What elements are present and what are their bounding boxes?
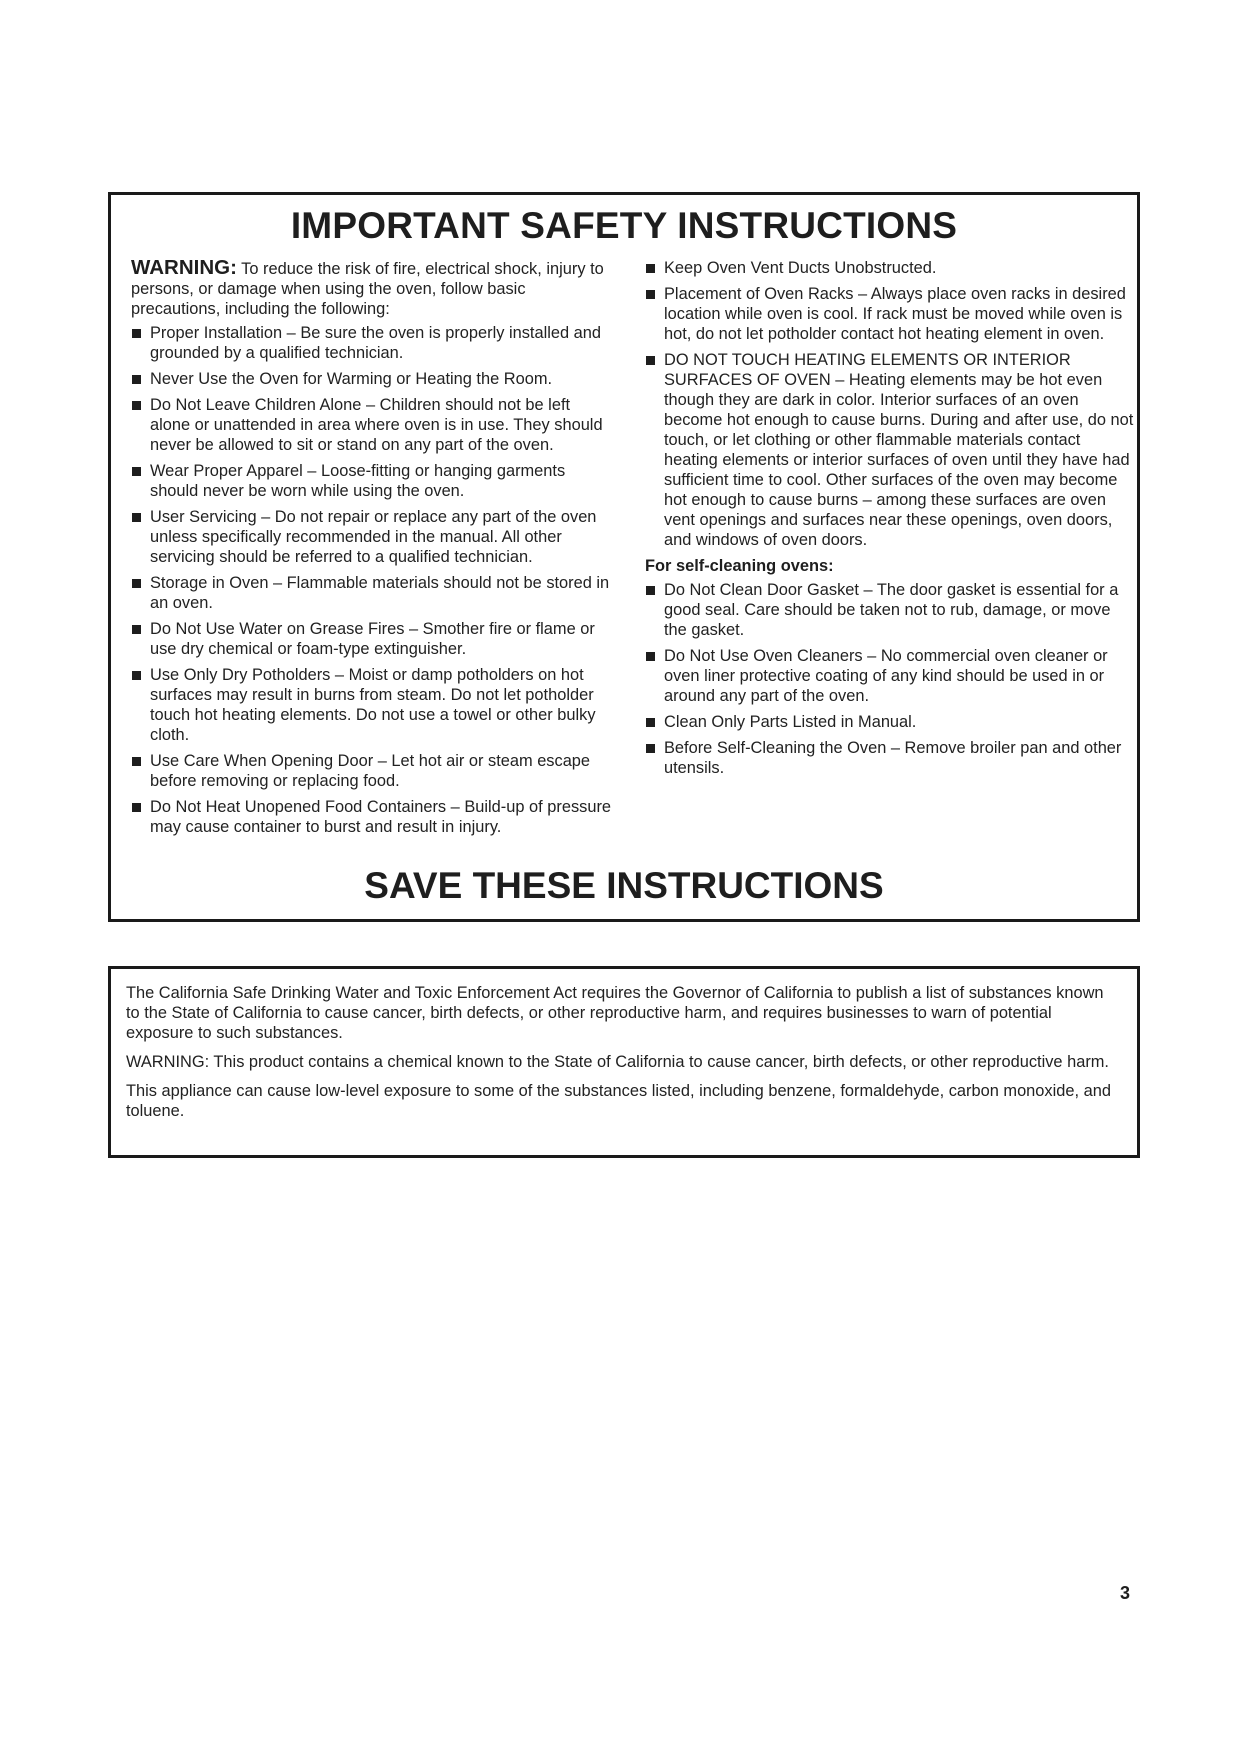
- bullet-square-icon: [132, 625, 141, 634]
- bullet-square-icon: [132, 757, 141, 766]
- right-column: [645, 258, 1135, 784]
- prop65-notice-box: [108, 966, 1140, 1158]
- list-item: DO NOT TOUCH HEATING ELEMENTS OR INTERIOR SURFACES OF OVEN – Heating elements may be hot even though they are dark in color. Interior surfaces of an oven become hot enough to cause burns. During and after use, do not touch, or let clothing or other flammable materials contact heating elements or interior surfaces of oven until they have had sufficient time to cool. Other surfaces of the oven may become hot enough to cause burns – among these surfaces are oven vent openings and surfaces near these openings, oven doors, and windows of oven doors.: [645, 350, 1135, 550]
- prop65-paragraph-3: This appliance can cause low-level exposure to some of the substances listed, including benzene, formaldehyde, carbon monoxide, and toluene.: [126, 1082, 1111, 1120]
- self-cleaning-bullet-list: [645, 580, 1135, 778]
- bullet-square-icon: [646, 586, 655, 595]
- bullet-square-icon: [132, 375, 141, 384]
- bullet-square-icon: [646, 718, 655, 727]
- bullet-square-icon: [646, 744, 655, 753]
- save-instructions-title: SAVE THESE INSTRUCTIONS: [364, 865, 884, 906]
- page-number: 3: [1120, 1583, 1131, 1603]
- safety-instructions-box: [108, 192, 1140, 922]
- bullet-square-icon: [646, 356, 655, 365]
- prop65-text: [126, 983, 1117, 1130]
- list-item: Use Only Dry Potholders – Moist or damp potholders on hot surfaces may result in burns from steam. Do not let potholder touch hot heating elements. Do not use a towel or other bulky cloth.: [131, 665, 614, 745]
- list-item: Clean Only Parts Listed in Manual.: [645, 712, 1135, 732]
- list-item: Storage in Oven – Flammable materials should not be stored in an oven.: [131, 573, 614, 613]
- bullet-square-icon: [646, 290, 655, 299]
- right-bullet-list: [645, 258, 1135, 550]
- bullet-square-icon: [132, 401, 141, 410]
- bullet-square-icon: [132, 803, 141, 812]
- list-item: Wear Proper Apparel – Loose-fitting or hanging garments should never be worn while using the oven.: [131, 461, 614, 501]
- left-column: [131, 258, 614, 843]
- list-item: User Servicing – Do not repair or replace any part of the oven unless specifically recommended in the manual. All other servicing should be referred to a qualified technician.: [131, 507, 614, 567]
- bullet-square-icon: [132, 671, 141, 680]
- list-item: Do Not Clean Door Gasket – The door gasket is essential for a good seal. Care should be taken not to rub, damage, or move the gasket.: [645, 580, 1135, 640]
- bullet-square-icon: [132, 579, 141, 588]
- list-item: Do Not Leave Children Alone – Children should not be left alone or unattended in area where oven is in use. They should never be allowed to sit or stand on any part of the oven.: [131, 395, 614, 455]
- bullet-square-icon: [646, 652, 655, 661]
- list-item: Placement of Oven Racks – Always place oven racks in desired location while oven is cool. If rack must be moved while oven is hot, do not let potholder contact hot heating element in oven.: [645, 284, 1135, 344]
- list-item: Keep Oven Vent Ducts Unobstructed.: [645, 258, 1135, 278]
- warning-text: To reduce the risk of fire, electrical shock, injury to persons, or damage when using the oven, follow basic precautions, including the following:: [131, 260, 604, 318]
- bullet-square-icon: [646, 264, 655, 273]
- warning-label: WARNING:: [131, 256, 237, 279]
- list-item: Use Care When Opening Door – Let hot air or steam escape before removing or replacing food.: [131, 751, 614, 791]
- list-item: Do Not Use Water on Grease Fires – Smother fire or flame or use dry chemical or foam-type extinguisher.: [131, 619, 614, 659]
- list-item: Before Self-Cleaning the Oven – Remove broiler pan and other utensils.: [645, 738, 1135, 778]
- warning-paragraph: [131, 258, 614, 319]
- list-item: Do Not Use Oven Cleaners – No commercial oven cleaner or oven liner protective coating of any kind should be used in or around any part of the oven.: [645, 646, 1135, 706]
- bullet-square-icon: [132, 513, 141, 522]
- left-bullet-list: [131, 323, 614, 837]
- safety-title: IMPORTANT SAFETY INSTRUCTIONS: [290, 205, 958, 246]
- list-item: Do Not Heat Unopened Food Containers – Build-up of pressure may cause container to burst and result in injury.: [131, 797, 614, 837]
- prop65-paragraph-2: WARNING: This product contains a chemical known to the State of California to cause cancer, birth defects, or other reproductive harm.: [126, 1053, 1109, 1071]
- list-item: Proper Installation – Be sure the oven is properly installed and grounded by a qualified technician.: [131, 323, 614, 363]
- prop65-paragraph-1: The California Safe Drinking Water and Toxic Enforcement Act requires the Governor of California to publish a list of substances known to the State of California to cause cancer, birth defects, or other reproductive harm, and requires businesses to warn of potential exposure to such substances.: [126, 984, 1104, 1042]
- list-item: Never Use the Oven for Warming or Heating the Room.: [131, 369, 614, 389]
- bullet-square-icon: [132, 467, 141, 476]
- self-cleaning-heading: For self-cleaning ovens:: [645, 557, 834, 575]
- bullet-square-icon: [132, 329, 141, 338]
